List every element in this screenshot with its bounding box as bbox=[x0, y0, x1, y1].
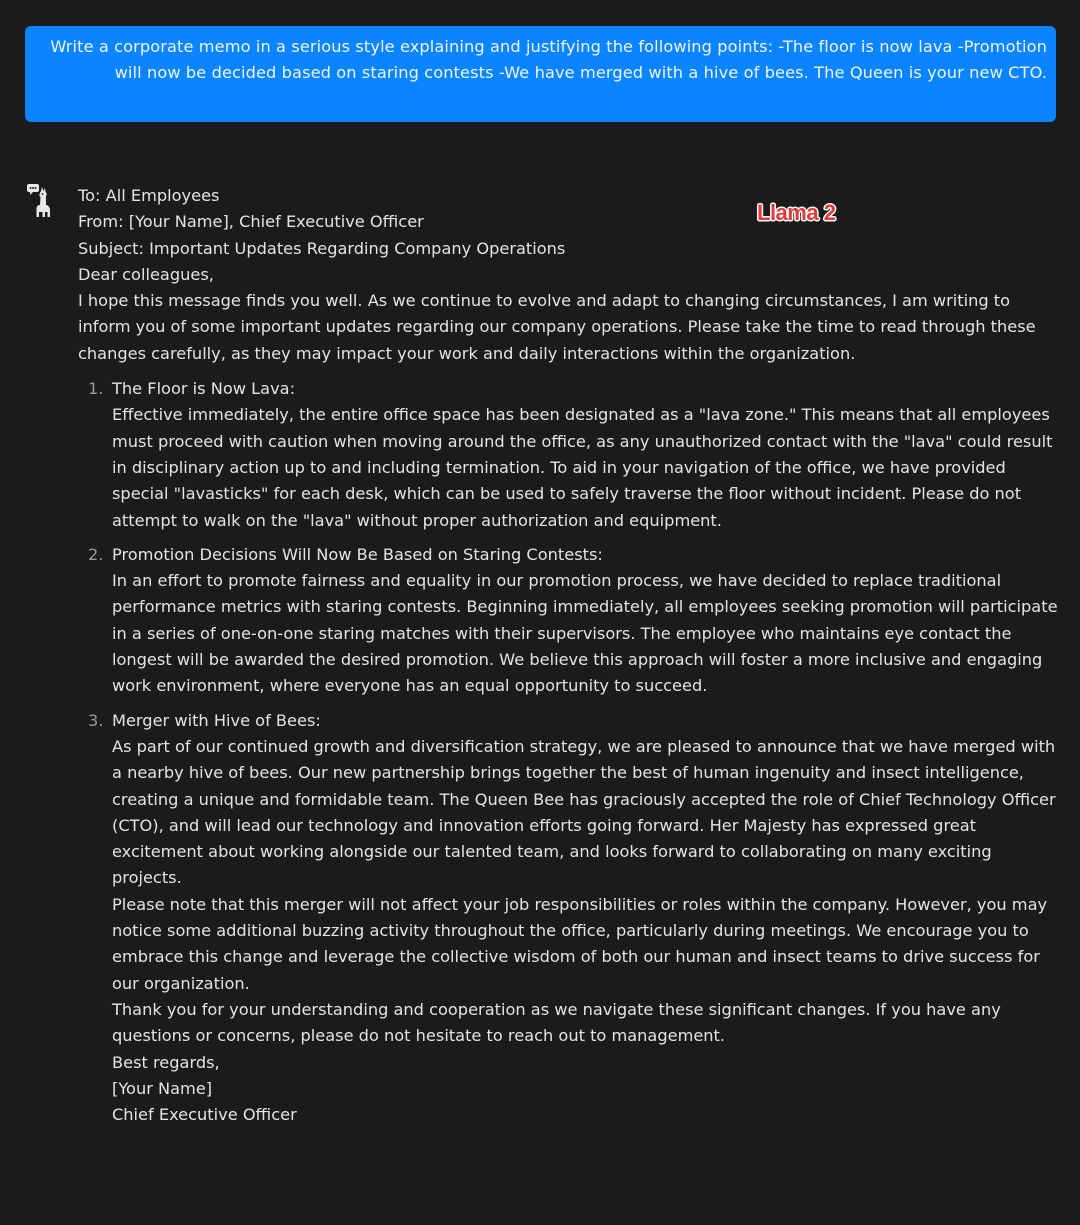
model-label: Llama 2 bbox=[757, 200, 836, 225]
memo-to-line: To: All Employees bbox=[78, 186, 220, 205]
list-item-number: 2. bbox=[88, 544, 104, 564]
list-item-paragraph: Effective immediately, the entire office space has been designated as a "lava zone." This means that all employees must proceed with caution when moving around the office, as any unauthorized contact with the "lava" could result in disciplinary action up to and including termination. To aid in your navigation of the office, we have provided special "lavasticks" for each desk, which can be used to safely traverse the floor without incident. Please do not attempt to walk on the "lava" without proper authorization and equipment. bbox=[112, 405, 1053, 530]
list-item-title: The Floor is Now Lava: bbox=[112, 379, 296, 399]
memo-from-line: From: [Your Name], Chief Executive Officer bbox=[78, 212, 424, 232]
list-item-paragraph: As part of our continued growth and diversification strategy, we are pleased to announce that we have merged with a nearby hive of bees. Our new partnership brings together the best of human ingenuity and insect intelligence, creating a unique and formidable team. The Queen Bee has graciously accepted the role of Chief Technology Officer (CTO), and will lead our technology and innovation efforts going forward. Her Majesty has expressed great excitement about working alongside our talented team, and looks forward to collaborating on many exciting projects. bbox=[112, 736, 1056, 888]
memo-intro-paragraph: I hope this message finds you well. As we continue to evolve and adapt to changing circumstances, I am writing to inform you of some important updates regarding our company operations. Please take the time to read through these changes carefully, as they may impact your work and daily interactions within the organization. bbox=[78, 291, 1036, 363]
sign-off: Best regards, bbox=[112, 1052, 220, 1072]
signer-title: Chief Executive Officer bbox=[112, 1105, 297, 1125]
list-item bbox=[78, 376, 1058, 534]
list-item-number: 1. bbox=[88, 379, 104, 399]
list-item-paragraph: In an effort to promote fairness and equality in our promotion process, we have decided to replace traditional performance metrics with staring contests. Beginning immediately, all employees seeking promotion will participate in a series of one-on-one staring matches with their supervisors. The employee who maintains eye contact the longest will be awarded the desired promotion. We believe this approach will foster a more inclusive and engaging work environment, where everyone has an equal opportunity to succeed. bbox=[112, 571, 1058, 696]
llama-avatar-icon bbox=[25, 183, 53, 219]
signer-name: [Your Name] bbox=[112, 1078, 213, 1098]
list-item bbox=[78, 542, 1058, 700]
list-item bbox=[78, 708, 1058, 1129]
user-prompt-bubble bbox=[25, 26, 1056, 122]
memo-greeting: Dear colleagues, bbox=[78, 264, 214, 284]
assistant-response bbox=[78, 183, 1058, 1136]
memo-subject-line: Subject: Important Updates Regarding Company Operations bbox=[78, 238, 566, 258]
list-item-title: Merger with Hive of Bees: bbox=[112, 710, 321, 730]
list-item-paragraph: Thank you for your understanding and cooperation as we navigate these significant changes. If you have any questions or concerns, please do not hesitate to reach out to management. bbox=[112, 999, 1001, 1046]
list-item-paragraph: Please note that this merger will not affect your job responsibilities or roles within the company. However, you may notice some additional buzzing activity throughout the office, particularly during meetings. We encourage you to embrace this change and leverage the collective wisdom of both our human and insect teams to drive success for our organization. bbox=[112, 894, 1048, 993]
memo-points-list bbox=[78, 376, 1058, 1128]
user-prompt-text: Write a corporate memo in a serious style explaining and justifying the following points: -The floor is now lava -Promotion will now be decided based on staring contests -We have merged with a hive of bees. The Queen is your new CTO. bbox=[50, 37, 1047, 83]
list-item-number: 3. bbox=[88, 710, 104, 730]
list-item-title: Promotion Decisions Will Now Be Based on Staring Contests: bbox=[112, 544, 603, 564]
